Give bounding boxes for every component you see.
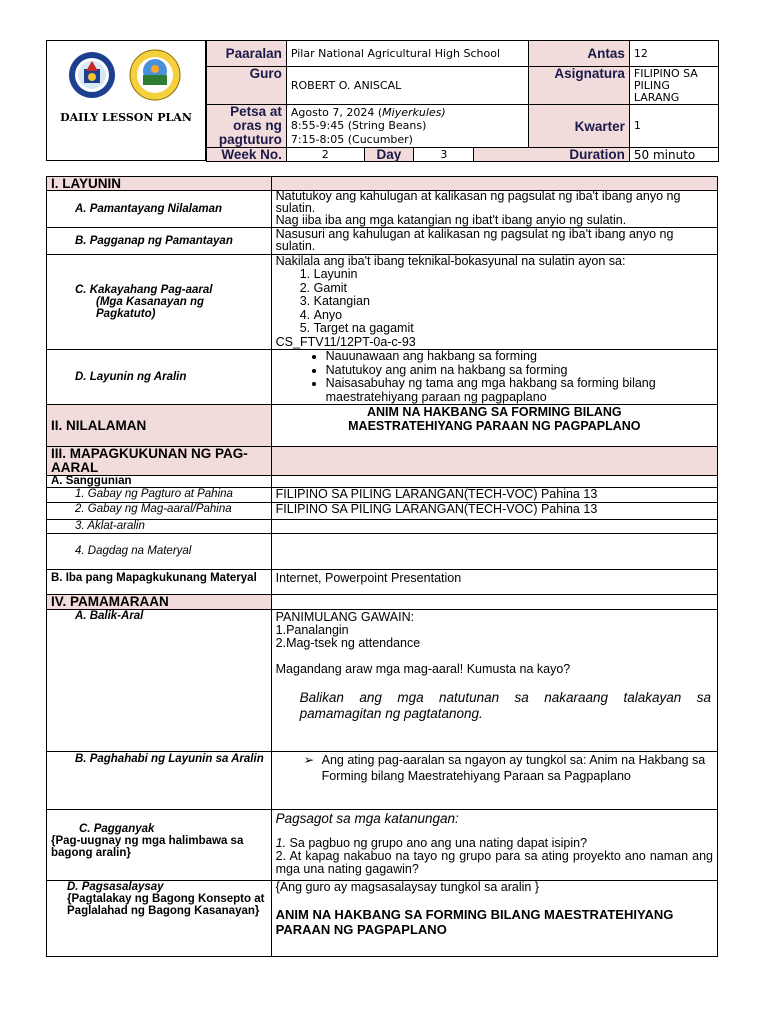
layunin-aralin-label: D. Layunin ng Aralin [47, 350, 272, 405]
paghahabi-text: Ang ating pag-aaralan sa ngayon ay tungkol sa: Anim na Hakbang sa Forming bilang Maestratehiyang Paraan sa Pagpaplano [321, 753, 706, 783]
balik-aral-line-4: Magandang araw mga mag-aaral! Kumusta na kayo? [275, 662, 571, 676]
pagsasalaysay-label [47, 881, 272, 957]
pagsasalaysay-line-1: {Ang guro ay magsasalaysay tungkol sa aralin } [275, 880, 539, 894]
pagganyak-label-2: {Pag-uugnay ng mga halimbawa sa bagong aralin} [51, 835, 244, 859]
list-item: 3. Katangian [314, 295, 713, 309]
kakayahang-value [271, 255, 717, 350]
mapagkukunan-heading-blank [271, 447, 717, 476]
kakayahang-label-1: C. Kakayahang Pag-aaral [75, 284, 213, 296]
balik-aral-line-1: PANIMULANG GAWAIN: [275, 610, 415, 624]
kakayahang-label-2: (Mga Kasanayan ng [96, 296, 204, 308]
nilalaman-heading: II. NILALAMAN [47, 405, 272, 447]
balik-aral-line-2: 1.Panalangin [275, 623, 349, 637]
aklat-aralin-label: 3. Aklat-aralin [47, 520, 272, 534]
antas-label: Antas [529, 41, 630, 67]
pagganyak-label-1: C. Pagganyak [79, 823, 155, 835]
pagsasalaysay-value [271, 881, 717, 957]
pamantayang-nilalaman-value [271, 191, 717, 228]
petsa-weekday: Miyerkules) [382, 105, 446, 119]
gabay-pagturo-label: 1. Gabay ng Pagturo at Pahina [47, 488, 272, 503]
duration-label: Duration [474, 148, 630, 162]
pagganyak-line-1: Pagsagot sa mga katanungan: [275, 811, 459, 826]
kakayahang-intro: Nakilala ang iba't ibang teknikal-bokasyunal na sulatin ayon sa: [275, 254, 626, 268]
duration-value: 50 minuto [629, 148, 718, 162]
pagganyak-line-2: Sa pagbuo ng grupo ano ang una nating dapat isipin? [286, 836, 588, 850]
dagdag-materyal-value [271, 534, 717, 570]
balik-aral-line-5: Balikan ang mga natutunan sa nakaraang talakayan sa pamamagitan ng pagtatanong. [299, 690, 711, 721]
deped-seal [68, 51, 116, 99]
balik-aral-value [271, 610, 717, 752]
pagganyak-line-3: 2. At kapag nakabuo na tayo ng grupo para sa ating proyekto ano naman ang mga una nating gagawin? [275, 849, 713, 876]
balik-aral-line-3: 2.Mag-tsek ng attendance [275, 636, 421, 650]
gabay-pagturo-value: FILIPINO SA PILING LARANGAN(TECH-VOC) Pahina 13 [271, 488, 717, 503]
lesson-plan-title: DAILY LESSON PLAN [60, 111, 192, 124]
antas-value: 12 [629, 41, 718, 67]
list-item: 2. Gamit [314, 282, 713, 296]
sanggunian-label: A. Sanggunian [47, 476, 272, 488]
pagsasalaysay-label-2: {Pagtalakay ng Bagong Konsepto at Paglalahad ng Bagong Kasanayan} [67, 893, 265, 917]
petsa-label: Petsa at oras ng pagtuturo [207, 105, 287, 148]
gabay-mag-aaral-label: 2. Gabay ng Mag-aaral/Pahina [47, 503, 272, 520]
pamantayang-nilalaman-label: A. Pamantayang Nilalaman [47, 191, 272, 228]
layunin-aralin-list [276, 350, 713, 404]
pagganyak-label [47, 810, 272, 881]
pagsasalaysay-line-2: ANIM NA HAKBANG SA FORMING BILANG MAESTRATEHIYANG PARAAN NG PAGPAPLANO [275, 907, 674, 937]
kakayahang-list [276, 268, 713, 336]
paghahabi-value [271, 752, 717, 810]
petsa-time-2: 7:15-8:05 (Cucumber) [290, 132, 413, 146]
pagganyak-value [271, 810, 717, 881]
pamantayang-nilalaman-text-1: Natutukoy ang kahulugan at kalikasan ng pagsulat ng iba't ibang anyo ng sulatin. [275, 189, 681, 215]
iba-pang-materyal-value: Internet, Powerpoint Presentation [271, 570, 717, 595]
guro-value: ROBERT O. ANISCAL [286, 67, 528, 105]
header-info-table [206, 40, 719, 162]
list-item: 5. Target na gagamit [314, 322, 713, 336]
pamantayang-nilalaman-text-2: Nag iiba iba ang mga katangian ng ibat't ibang anyio ng sulatin. [275, 213, 627, 227]
list-item: • Nauunawaan ang hakbang sa forming [326, 350, 713, 364]
paghahabi-label: B. Paghahabi ng Layunin sa Aralin [47, 752, 272, 810]
pamamaraan-heading: IV. PAMAMARAAN [47, 595, 272, 610]
pagganap-value: Nasusuri ang kahulugan at kalikasan ng pagsulat ng iba't ibang anyo ng sulatin. [271, 228, 717, 255]
mapagkukunan-heading: III. MAPAGKUKUNAN NG PAG-AARAL [47, 447, 272, 476]
pagsasalaysay-label-1: D. Pagsasalaysay [67, 881, 164, 893]
lesson-table [46, 176, 718, 957]
kwarter-value: 1 [629, 105, 718, 148]
balik-aral-label: A. Balik-Aral [47, 610, 272, 752]
school-seal [129, 49, 181, 101]
petsa-time-1: 8:55-9:45 (String Beans) [290, 119, 427, 133]
dagdag-materyal-label: 4. Dagdag na Materyal [47, 534, 272, 570]
gabay-mag-aaral-value: FILIPINO SA PILING LARANGAN(TECH-VOC) Pahina 13 [271, 503, 717, 520]
aklat-aralin-value [271, 520, 717, 534]
list-item: 1. Layunin [314, 268, 713, 282]
petsa-date: Agosto 7, 2024 ( [290, 105, 383, 119]
list-item: • Natutukoy ang anim na hakbang sa forming [326, 364, 713, 378]
asignatura-label: Asignatura [529, 67, 630, 105]
arrow-bullet-icon: ➢ [303, 753, 315, 767]
kakayahang-label [47, 255, 272, 350]
day-label: Day [364, 148, 414, 162]
nilalaman-value: ANIM NA HAKBANG SA FORMING BILANG MAESTRATEHIYANG PARAAN NG PAGPAPLANO [271, 405, 717, 447]
paaralan-label: Paaralan [207, 41, 287, 67]
pamamaraan-heading-blank [271, 595, 717, 610]
week-label: Week No. [207, 148, 287, 162]
header-logo-cell [46, 40, 206, 161]
petsa-value [286, 105, 528, 148]
sanggunian-blank [271, 476, 717, 488]
kwarter-label: Kwarter [529, 105, 630, 148]
week-value: 2 [286, 148, 364, 162]
layunin-heading: I. LAYUNIN [47, 177, 272, 191]
kakayahang-label-3: Pagkatuto) [96, 308, 156, 320]
pagganap-label: B. Pagganap ng Pamantayan [47, 228, 272, 255]
list-item: • Naisasabuhay ng tama ang mga hakbang sa forming bilang maestratehiyang paraan ng pagpaplano [326, 377, 713, 404]
list-item: 4. Anyo [314, 309, 713, 323]
asignatura-value: FILIPINO SA PILING LARANG [629, 67, 718, 105]
day-value: 3 [414, 148, 474, 162]
pagganyak-line-2-num: 1. [275, 836, 287, 850]
iba-pang-materyal-label: B. Iba pang Mapagkukunang Materyal [47, 570, 272, 595]
layunin-aralin-value [271, 350, 717, 405]
guro-label: Guro [207, 67, 287, 105]
paaralan-value: Pilar National Agricultural High School [286, 41, 528, 67]
competency-code: CS_FTV11/12PT-0a-c-93 [275, 334, 416, 349]
